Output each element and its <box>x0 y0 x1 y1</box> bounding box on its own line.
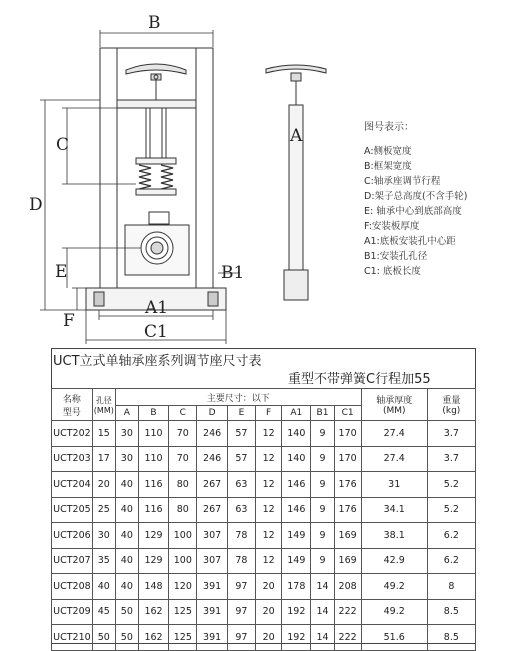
table-cell: 178 <box>282 574 311 600</box>
table-cell: 140 <box>282 421 311 447</box>
table-cell: 307 <box>197 523 227 549</box>
table-cell: 116 <box>138 472 168 498</box>
table-cell: UCT210 <box>52 625 93 651</box>
table-cell: 70 <box>169 421 197 447</box>
table-cell: UCT208 <box>52 574 93 600</box>
table-cell: 45 <box>92 599 115 625</box>
table-cell: 5.2 <box>427 497 475 523</box>
table-cell: UCT207 <box>52 548 93 574</box>
table-cell: 146 <box>282 497 311 523</box>
table-cell: 110 <box>138 446 168 472</box>
table-cell: 162 <box>138 599 168 625</box>
table-cell: 50 <box>115 599 138 625</box>
table-cell: 78 <box>227 523 255 549</box>
legend-item: B:框架宽度 <box>364 161 412 172</box>
legend-item: A1:底板安装孔中心距 <box>364 236 456 247</box>
table-cell: 3.7 <box>427 446 475 472</box>
header-col: A <box>115 406 138 421</box>
table-cell: 125 <box>169 599 197 625</box>
table-cell: 97 <box>227 599 255 625</box>
table-cell: 176 <box>334 497 361 523</box>
header-col: C1 <box>334 406 361 421</box>
table-cell: 14 <box>311 599 334 625</box>
table-cell: 9 <box>311 548 334 574</box>
table-cell: 6.2 <box>427 548 475 574</box>
dim-label-c1: C1 <box>144 322 168 342</box>
table-cell: 49.2 <box>361 599 427 625</box>
table-cell: UCT202 <box>52 421 93 447</box>
legend-item: D:架子总高度(不含手轮) <box>364 191 468 202</box>
legend-item: C1: 底板长度 <box>364 266 421 277</box>
table-cell: 70 <box>169 446 197 472</box>
table-cell: 246 <box>197 421 227 447</box>
table-cell: 30 <box>115 421 138 447</box>
table-cell: 192 <box>282 599 311 625</box>
table-cell: 50 <box>92 625 115 651</box>
table-row <box>52 523 476 549</box>
table-cell: 31 <box>361 472 427 498</box>
table-cell: 40 <box>115 548 138 574</box>
table-cell: 27.4 <box>361 421 427 447</box>
table-cell: 12 <box>256 548 282 574</box>
table-cell: 49.2 <box>361 574 427 600</box>
table-cell: UCT205 <box>52 497 93 523</box>
table-cell: 57 <box>227 421 255 447</box>
table-cell: 17 <box>92 446 115 472</box>
header-weight: 重量 (kg) <box>427 389 475 421</box>
table-cell: 9 <box>311 497 334 523</box>
table-cell: 176 <box>334 472 361 498</box>
table-cell: 12 <box>256 523 282 549</box>
table-cell: 27.4 <box>361 446 427 472</box>
table-cell: 129 <box>138 548 168 574</box>
table-cell: 149 <box>282 548 311 574</box>
table-cell: 100 <box>169 548 197 574</box>
dimension-legend <box>364 120 467 279</box>
table-cell: 63 <box>227 497 255 523</box>
dim-label-a: A <box>290 126 303 146</box>
table-cell: 30 <box>92 523 115 549</box>
header-bore: 孔径 (MM) <box>92 389 115 421</box>
header-col: B1 <box>311 406 334 421</box>
table-cell: 97 <box>227 625 255 651</box>
table-cell: 146 <box>282 472 311 498</box>
table-cell: 148 <box>138 574 168 600</box>
table-cell: 78 <box>227 548 255 574</box>
table-row <box>52 548 476 574</box>
table-cell: 12 <box>256 421 282 447</box>
table-cell: 35 <box>92 548 115 574</box>
header-col: E <box>227 406 255 421</box>
table-cell: 100 <box>169 523 197 549</box>
table-cell: 267 <box>197 472 227 498</box>
header-col: A1 <box>282 406 311 421</box>
table-row <box>52 625 476 651</box>
table-cell: 30 <box>115 446 138 472</box>
legend-item: E: 轴承中心到底部高度 <box>364 206 462 217</box>
table-cell: 162 <box>138 625 168 651</box>
header-col: D <box>197 406 227 421</box>
table-cell: 9 <box>311 446 334 472</box>
table-cell: 97 <box>227 574 255 600</box>
header-thickness: 轴承厚度 (MM) <box>361 389 427 421</box>
legend-item: C:轴承座调节行程 <box>364 176 441 187</box>
table-cell: 20 <box>256 574 282 600</box>
table-cell: 80 <box>169 472 197 498</box>
table-cell: UCT206 <box>52 523 93 549</box>
table-cell: 63 <box>227 472 255 498</box>
table-cell: 50 <box>115 625 138 651</box>
table-cell: 51.6 <box>361 625 427 651</box>
table-cell: 116 <box>138 497 168 523</box>
dim-label-c: C <box>56 135 70 155</box>
table-cell: 40 <box>115 574 138 600</box>
table-row <box>52 446 476 472</box>
table-cell: 20 <box>256 625 282 651</box>
table-cell: 25 <box>92 497 115 523</box>
table-cell: 40 <box>115 472 138 498</box>
table-cell: 307 <box>197 548 227 574</box>
table-cell: 110 <box>138 421 168 447</box>
dim-label-d: D <box>29 195 43 215</box>
side-view <box>266 65 326 300</box>
table-cell: 14 <box>311 574 334 600</box>
table-cell: 120 <box>169 574 197 600</box>
table-cell: 34.1 <box>361 497 427 523</box>
dim-label-f: F <box>63 311 75 331</box>
table-cell: 14 <box>311 625 334 651</box>
table-cell: 149 <box>282 523 311 549</box>
table-title: UCT立式单轴承座系列调节座尺寸表 <box>53 354 262 369</box>
table-cell: 169 <box>334 548 361 574</box>
table-cell: 20 <box>92 472 115 498</box>
table-cell: 391 <box>197 574 227 600</box>
table-cell: UCT204 <box>52 472 93 498</box>
table-cell: 9 <box>311 421 334 447</box>
table-cell: 170 <box>334 421 361 447</box>
table-cell: 169 <box>334 523 361 549</box>
table-row <box>52 421 476 447</box>
header-col: F <box>256 406 282 421</box>
dim-label-b: B <box>148 13 161 33</box>
table-cell: 391 <box>197 625 227 651</box>
table-cell: 8 <box>427 574 475 600</box>
table-cell: 192 <box>282 625 311 651</box>
legend-item: F:安装板厚度 <box>364 221 420 232</box>
table-cell: 12 <box>256 497 282 523</box>
header-col: B <box>138 406 168 421</box>
table-cell: 267 <box>197 497 227 523</box>
table-cell: 20 <box>256 599 282 625</box>
table-cell: 125 <box>169 625 197 651</box>
table-cell: 6.2 <box>427 523 475 549</box>
table-cell: 208 <box>334 574 361 600</box>
table-cell: 38.1 <box>361 523 427 549</box>
header-col: C <box>169 406 197 421</box>
table-cell: 9 <box>311 472 334 498</box>
table-subtitle: 重型不带弹簧C行程加55 <box>288 372 431 387</box>
table-cell: 15 <box>92 421 115 447</box>
table-cell: 57 <box>227 446 255 472</box>
table-row <box>52 497 476 523</box>
table-cell: 40 <box>92 574 115 600</box>
dim-label-a1: A1 <box>145 298 169 318</box>
table-cell: 3.7 <box>427 421 475 447</box>
table-cell: UCT203 <box>52 446 93 472</box>
table-cell: 391 <box>197 599 227 625</box>
table-cell: 222 <box>334 625 361 651</box>
table-cell: 9 <box>311 523 334 549</box>
table-cell: 8.5 <box>427 625 475 651</box>
table-cell: 140 <box>282 446 311 472</box>
table-cell: 8.5 <box>427 599 475 625</box>
header-name-model: 名称 型号 <box>52 389 93 421</box>
frame-left-post <box>100 48 117 288</box>
legend-item: A:侧板宽度 <box>364 146 412 157</box>
dim-label-b1: B1 <box>221 263 245 283</box>
table-cell: 80 <box>169 497 197 523</box>
table-cell: UCT209 <box>52 599 93 625</box>
table-cell: 42.9 <box>361 548 427 574</box>
table-cell: 129 <box>138 523 168 549</box>
frame-right-post <box>196 48 213 288</box>
table-cell: 246 <box>197 446 227 472</box>
header-dims-label: 主要尺寸：以下 <box>115 389 361 406</box>
table-row <box>52 599 476 625</box>
table-cell: 12 <box>256 472 282 498</box>
spring-right <box>161 165 173 189</box>
table-row <box>52 472 476 498</box>
legend-title: 图号表示： <box>364 122 414 133</box>
dimension-table <box>51 388 476 651</box>
table-cell: 170 <box>334 446 361 472</box>
table-cell: 40 <box>115 523 138 549</box>
table-cell: 12 <box>256 446 282 472</box>
spring-left <box>139 165 151 189</box>
handwheel-front <box>126 64 186 80</box>
legend-item: B1:安装孔孔径 <box>364 251 428 262</box>
table-cell: 5.2 <box>427 472 475 498</box>
table-cell: 222 <box>334 599 361 625</box>
table-row <box>52 574 476 600</box>
table-cell: 40 <box>115 497 138 523</box>
bearing-housing <box>125 225 189 275</box>
dim-label-e: E <box>55 262 68 282</box>
